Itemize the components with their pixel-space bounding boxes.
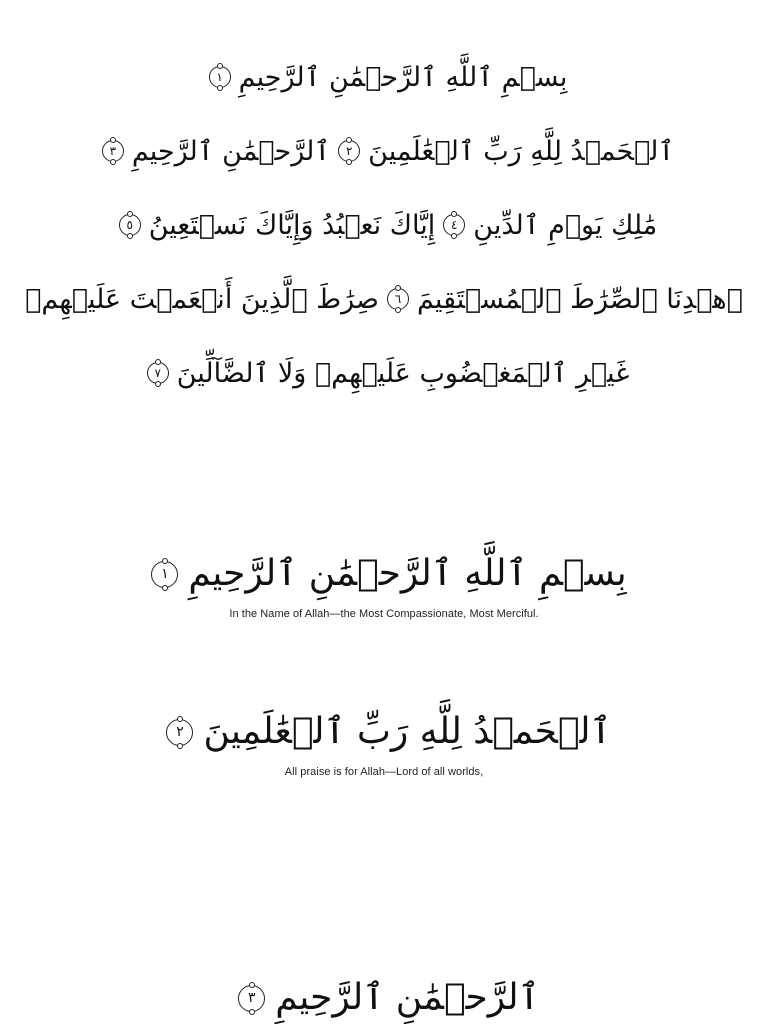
- surah-line-segment: إِيَّاكَ نَعۡبُدُ وَإِيَّاكَ نَسۡتَعِينُ: [148, 209, 436, 241]
- surah-line-segment: بِسۡمِ ٱللَّهِ ٱلرَّحۡمَٰنِ ٱلرَّحِيمِ: [238, 61, 568, 93]
- surah-line-segment: ٱلرَّحۡمَٰنِ ٱلرَّحِيمِ: [131, 135, 331, 167]
- verse-arabic: [0, 548, 768, 600]
- surah-text-block: [0, 40, 768, 410]
- ayah-number-marker-icon: ٥: [119, 214, 141, 236]
- ayah-number-marker-icon: ٢: [338, 140, 360, 162]
- verse-arabic: [0, 972, 768, 1024]
- verse-number-marker-icon: ١: [151, 561, 178, 588]
- ayah-number-marker-icon: ٣: [102, 140, 124, 162]
- ayah-number-marker-icon: ١: [209, 66, 231, 88]
- verse-translation: In the Name of Allah—the Most Compassionate, Most Merciful.: [229, 608, 539, 620]
- verse-arabic-text: ٱلۡحَمۡدُ لِلَّهِ رَبِّ ٱلۡعَٰلَمِينَ: [203, 711, 612, 752]
- surah-line-segment: ٱلۡحَمۡدُ لِلَّهِ رَبِّ ٱلۡعَٰلَمِينَ: [368, 135, 675, 167]
- surah-line-segment: ٱهۡدِنَا ٱلصِّرَٰطَ ٱلۡمُسۡتَقِيمَ: [416, 283, 743, 315]
- surah-line: [0, 188, 768, 262]
- verse-translation: All praise is for Allah—Lord of all worlds,: [284, 766, 484, 778]
- surah-line: [0, 262, 768, 336]
- verse-arabic: [0, 706, 768, 758]
- surah-line: [0, 336, 768, 410]
- verse-number-marker-icon: ٢: [166, 719, 193, 746]
- verse-card-2: [0, 706, 768, 778]
- verse-card-3: [0, 972, 768, 1024]
- surah-line-segment: صِرَٰطَ ٱلَّذِينَ أَنۡعَمۡتَ عَلَيۡهِمۡ: [25, 283, 379, 315]
- verse-number-marker-icon: ٣: [238, 985, 265, 1012]
- verse-card-1: [0, 548, 768, 620]
- ayah-number-marker-icon: ٧: [147, 362, 169, 384]
- surah-line: [0, 40, 768, 114]
- ayah-number-marker-icon: ٦: [387, 288, 409, 310]
- surah-line: [0, 114, 768, 188]
- verse-arabic-text: ٱلرَّحۡمَٰنِ ٱلرَّحِيمِ: [275, 977, 540, 1018]
- ayah-number-marker-icon: ٤: [443, 214, 465, 236]
- verse-arabic-text: بِسۡمِ ٱللَّهِ ٱلرَّحۡمَٰنِ ٱلرَّحِيمِ: [188, 553, 627, 594]
- surah-line-segment: مَٰلِكِ يَوۡمِ ٱلدِّينِ: [473, 209, 658, 241]
- surah-line-segment: غَيۡرِ ٱلۡمَغۡضُوبِ عَلَيۡهِمۡ وَلَا ٱلضَّآلِّينَ: [176, 357, 630, 389]
